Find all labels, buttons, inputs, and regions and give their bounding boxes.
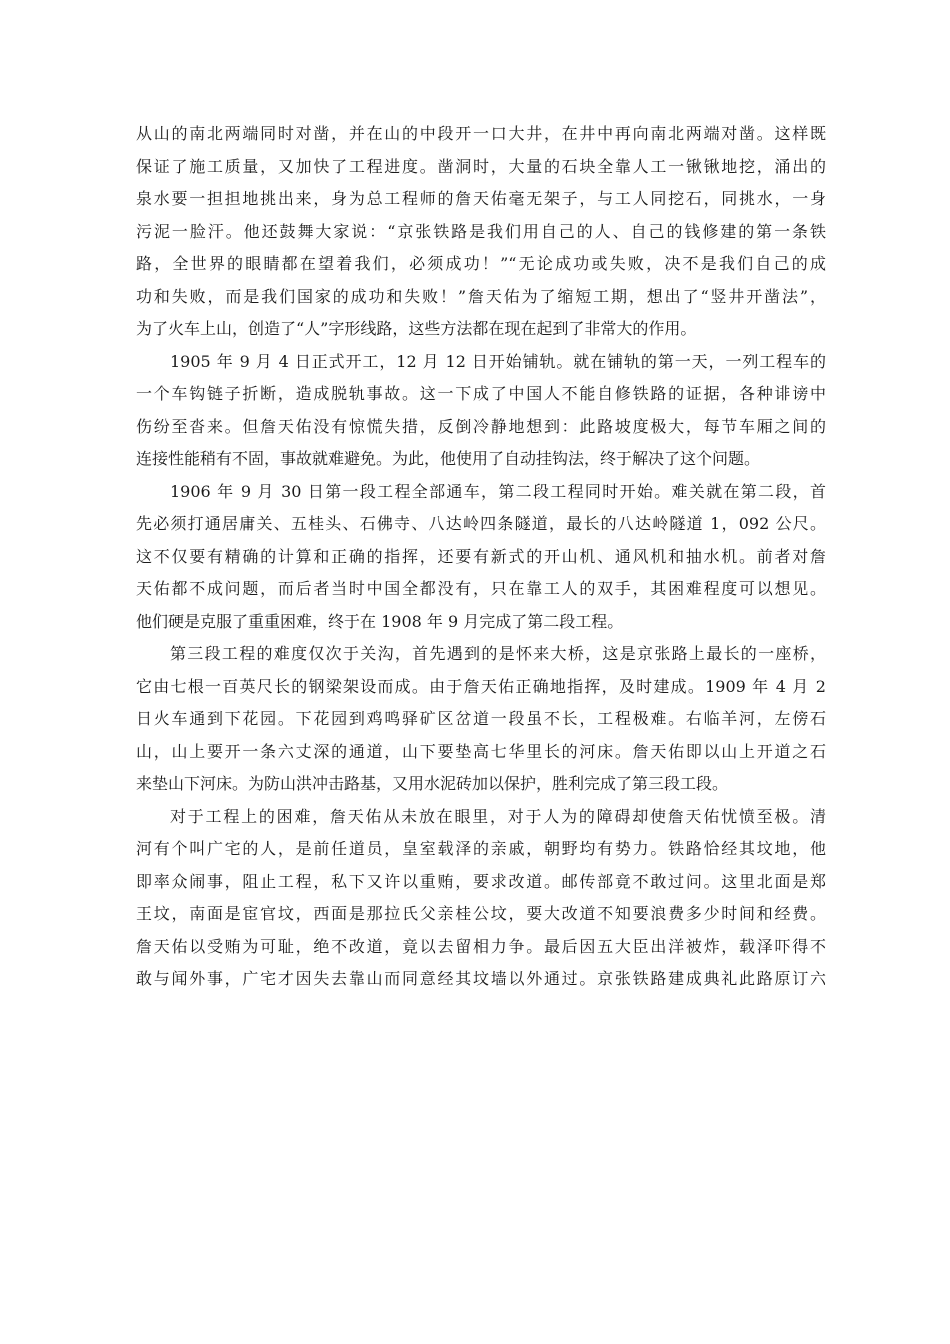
text-line: 1905 年 9 月 4 日正式开工，12 月 12 日开始铺轨。就在铺轨的第一天，一列工程车的 bbox=[170, 351, 826, 371]
text-line: 对于工程上的困难，詹天佑从未放在眼里，对于人为的障碍却使詹天佑忧愤至极。清 bbox=[170, 806, 826, 826]
text-line: 功和失败，而是我们国家的成功和失败！”詹天佑为了缩短工期，想出了“竖井开凿法”， bbox=[136, 286, 826, 306]
text-line: 河有个叫广宅的人，是前任道员，皇室载泽的亲戚，朝野均有势力。铁路恰经其坟地，他 bbox=[136, 839, 826, 858]
text-line: 这不仅要有精确的计算和正确的指挥，还要有新式的开山机、通风机和抽水机。前者对詹 bbox=[136, 546, 826, 566]
text-line: 先必须打通居庸关、五桂头、石佛寺、八达岭四条隧道，最长的八达岭隧道 1，092 公尺。 bbox=[136, 514, 826, 533]
text-line: 污泥一脸汗。他还鼓舞大家说：“京张铁路是我们用自己的人、自己的钱修建的第一条铁 bbox=[136, 221, 826, 241]
paragraph bbox=[136, 118, 826, 346]
text-line: 为了火车上山，创造了“人”字形线路，这些方法都在现在起到了非常大的作用。 bbox=[136, 319, 697, 338]
document-page bbox=[136, 118, 826, 996]
text-line: 保证了施工质量，又加快了工程进度。凿洞时，大量的石块全靠人工一锹锹地挖，涌出的 bbox=[136, 156, 826, 176]
text-line: 路，全世界的眼睛都在望着我们，必须成功！”“无论成功或失败，决不是我们自己的成 bbox=[136, 254, 826, 273]
text-line: 王坟，南面是宦官坟，西面是那拉氏父亲桂公坟，要大改道不知要浪费多少时间和经费。 bbox=[136, 904, 826, 923]
paragraph bbox=[136, 638, 826, 801]
text-line: 泉水要一担担地挑出来，身为总工程师的詹天佑毫无架子，与工人同挖石，同挑水，一身 bbox=[136, 189, 826, 208]
text-line: 1906 年 9 月 30 日第一段工程全部通车，第二段工程同时开始。难关就在第二段，首 bbox=[170, 481, 826, 501]
text-line: 山，山上要开一条六丈深的通道，山下要垫高七华里长的河床。詹天佑即以山上开道之石 bbox=[136, 741, 826, 761]
paragraph bbox=[136, 801, 826, 996]
text-line: 它由七根一百英尺长的钢梁架设而成。由于詹天佑正确地指挥，及时建成。1909 年 4 月 2 bbox=[136, 676, 826, 696]
paragraph bbox=[136, 346, 826, 476]
paragraph bbox=[136, 476, 826, 639]
text-line: 从山的南北两端同时对凿，并在山的中段开一口大井，在井中再向南北两端对凿。这样既 bbox=[136, 124, 826, 143]
text-line: 他们硬是克服了重重困难，终于在 1908 年 9 月完成了第二段工程。 bbox=[136, 611, 624, 631]
text-line: 第三段工程的难度仅次于关沟，首先遇到的是怀来大桥，这是京张路上最长的一座桥， bbox=[170, 644, 826, 663]
text-line: 敢与闻外事，广宅才因失去靠山而同意经其坟墙以外通过。京张铁路建成典礼此路原订六 bbox=[136, 969, 826, 988]
text-line: 詹天佑以受贿为可耻，绝不改道，竟以去留相力争。最后因五大臣出洋被炸，载泽吓得不 bbox=[136, 936, 826, 956]
text-line: 连接性能稍有不固，事故就难避免。为此，他使用了自动挂钩法，终于解决了这个问题。 bbox=[136, 449, 761, 468]
text-line: 即率众闹事，阻止工程，私下又许以重贿，要求改道。邮传部竟不敢过问。这里北面是郑 bbox=[136, 871, 826, 891]
text-line: 天佑都不成问题，而后者当时中国全都没有，只在靠工人的双手，其困难程度可以想见。 bbox=[136, 579, 826, 598]
text-line: 伤纷至沓来。但詹天佑没有惊慌失措，反倒冷静地想到：此路坡度极大，每节车厢之间的 bbox=[136, 416, 826, 436]
text-line: 来垫山下河床。为防山洪冲击路基，又用水泥砖加以保护，胜利完成了第三段工段。 bbox=[136, 774, 729, 793]
text-line: 日火车通到下花园。下花园到鸡鸣驿矿区岔道一段虽不长，工程极难。右临羊河，左傍石 bbox=[136, 709, 826, 728]
text-line: 一个车钩链子折断，造成脱轨事故。这一下成了中国人不能自修铁路的证据，各种诽谤中 bbox=[136, 384, 826, 403]
